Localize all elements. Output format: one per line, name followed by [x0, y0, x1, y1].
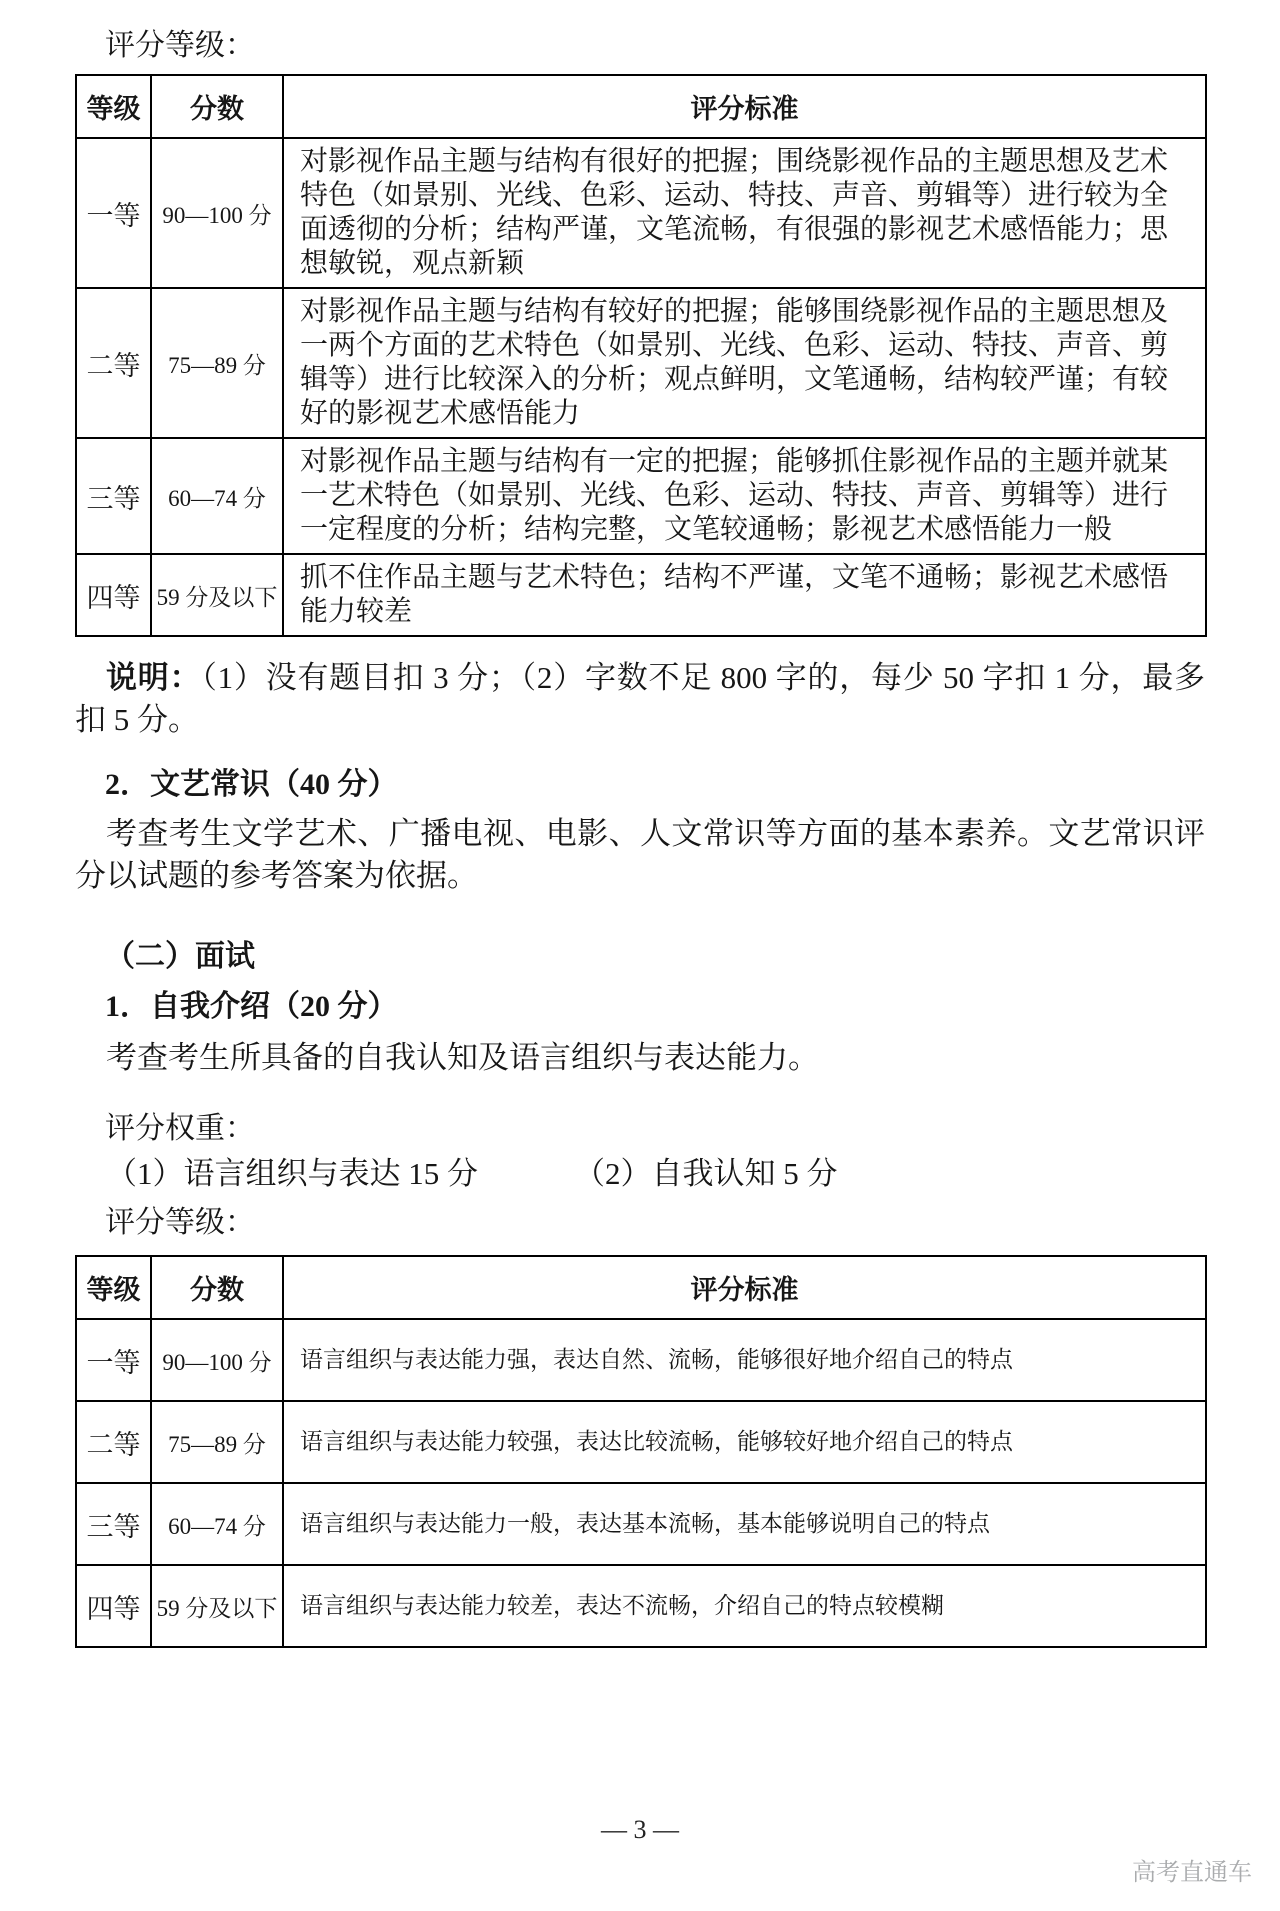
score-cell: 90—100 分 — [151, 1319, 283, 1401]
watermark: 高考直通车 — [1132, 1859, 1252, 1886]
table-row — [76, 554, 1206, 636]
page-number: — 3 — — [601, 1815, 679, 1844]
header-score: 分数 — [151, 75, 283, 138]
table-header-row — [76, 1256, 1206, 1319]
weights-line — [75, 1153, 1205, 1195]
essay-grading-label: 评分等级： — [105, 29, 255, 62]
score-cell: 75—89 分 — [151, 1401, 283, 1483]
level-cell: 三等 — [76, 438, 151, 554]
criteria-cell: 语言组织与表达能力较差，表达不流畅，介绍自己的特点较模糊 — [283, 1565, 1206, 1647]
table-row — [76, 1565, 1206, 1647]
criteria-cell: 对影视作品主题与结构有一定的把握；能够抓住影视作品的主题并就某一艺术特色（如景别、光线、色彩、运动、特技、声音、剪辑等）进行一定程度的分析；结构完整，文笔较通畅；影视艺术感悟能力一般 — [283, 438, 1206, 554]
table-row — [76, 138, 1206, 288]
header-score: 分数 — [151, 1256, 283, 1319]
criteria-cell: 语言组织与表达能力强，表达自然、流畅，能够很好地介绍自己的特点 — [283, 1319, 1206, 1401]
score-cell: 59 分及以下 — [151, 554, 283, 636]
header-level: 等级 — [76, 1256, 151, 1319]
knowledge-body: 考查考生文学艺术、广播电视、电影、人文常识等方面的基本素养。文艺常识评分以试题的参考答案为依据。 — [75, 816, 1205, 893]
interview-grading-table — [75, 1255, 1207, 1648]
table-header-row — [76, 75, 1206, 138]
interview-section-heading: （二）面试 — [105, 940, 255, 973]
header-level: 等级 — [76, 75, 151, 138]
level-cell: 三等 — [76, 1483, 151, 1565]
weight-item-2: （2）自我认知 5 分 — [574, 1156, 838, 1191]
interview-grading-label: 评分等级： — [105, 1206, 255, 1239]
level-cell: 二等 — [76, 1401, 151, 1483]
interview-sub-heading: 1．自我介绍（20 分） — [105, 990, 398, 1023]
table-row — [76, 1401, 1206, 1483]
criteria-cell: 对影视作品主题与结构有较好的把握；能够围绕影视作品的主题思想及一两个方面的艺术特色（如景别、光线、色彩、运动、特技、声音、剪辑等）进行比较深入的分析；观点鲜明，文笔通畅，结构较严谨；有较好的影视艺术感悟能力 — [283, 288, 1206, 438]
essay-note — [75, 657, 1205, 741]
level-cell: 一等 — [76, 138, 151, 288]
weight-item-1: （1）语言组织与表达 15 分 — [106, 1156, 478, 1191]
score-cell: 90—100 分 — [151, 138, 283, 288]
criteria-cell: 语言组织与表达能力较强，表达比较流畅，能够较好地介绍自己的特点 — [283, 1401, 1206, 1483]
table-row — [76, 1319, 1206, 1401]
interview-table-wrap — [75, 1255, 1205, 1648]
score-cell: 59 分及以下 — [151, 1565, 283, 1647]
level-cell: 四等 — [76, 1565, 151, 1647]
level-cell: 二等 — [76, 288, 151, 438]
weights-label: 评分权重： — [105, 1112, 255, 1145]
note-label: 说明： — [106, 660, 202, 695]
table-row — [76, 438, 1206, 554]
table-row — [76, 1483, 1206, 1565]
knowledge-heading: 2．文艺常识（40 分） — [105, 768, 398, 801]
criteria-cell: 抓不住作品主题与艺术特色；结构不严谨，文笔不通畅；影视艺术感悟能力较差 — [283, 554, 1206, 636]
level-cell: 一等 — [76, 1319, 151, 1401]
note-text: （1）没有题目扣 3 分；（2）字数不足 800 字的，每少 50 字扣 1 分，最多扣 5 分。 — [75, 660, 1206, 737]
header-criteria: 评分标准 — [283, 1256, 1206, 1319]
essay-grading-table — [75, 74, 1207, 637]
header-criteria: 评分标准 — [283, 75, 1206, 138]
criteria-cell: 语言组织与表达能力一般，表达基本流畅，基本能够说明自己的特点 — [283, 1483, 1206, 1565]
table-row — [76, 288, 1206, 438]
score-cell: 60—74 分 — [151, 1483, 283, 1565]
level-cell: 四等 — [76, 554, 151, 636]
criteria-cell: 对影视作品主题与结构有很好的把握；围绕影视作品的主题思想及艺术特色（如景别、光线、色彩、运动、特技、声音、剪辑等）进行较为全面透彻的分析；结构严谨，文笔流畅，有很强的影视艺术感悟能力；思想敏锐，观点新颖 — [283, 138, 1206, 288]
interview-body: 考查考生所具备的自我认知及语言组织与表达能力。 — [106, 1040, 819, 1075]
score-cell: 60—74 分 — [151, 438, 283, 554]
score-cell: 75—89 分 — [151, 288, 283, 438]
